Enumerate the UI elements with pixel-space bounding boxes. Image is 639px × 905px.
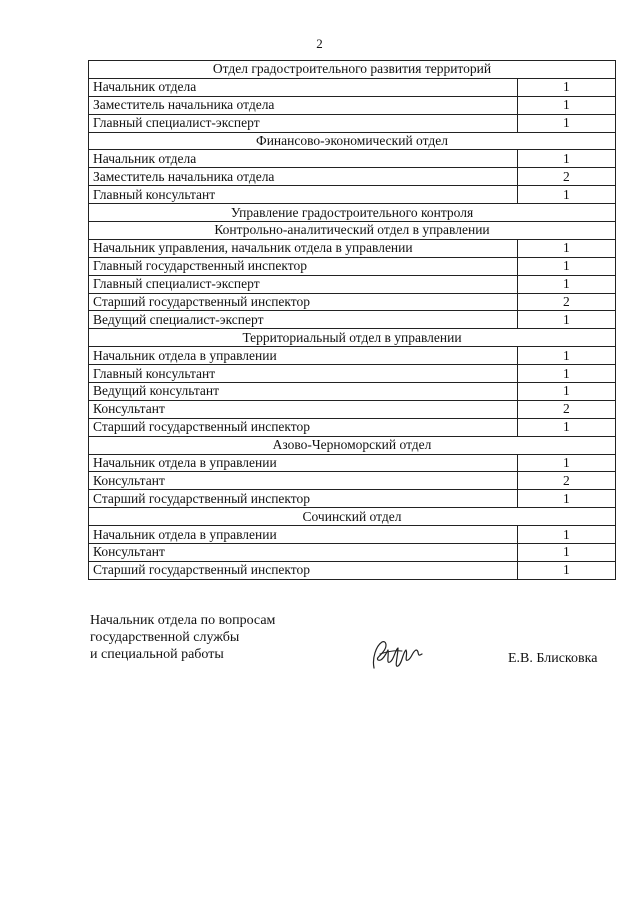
section-title: Контрольно-аналитический отдел в управлении (89, 222, 616, 240)
count-cell: 2 (517, 400, 615, 418)
table-row (89, 311, 616, 329)
position-cell: Ведущий консультант (89, 383, 518, 401)
table-row (89, 454, 616, 472)
position-cell: Начальник отдела в управлении (89, 526, 518, 544)
position-cell: Главный консультант (89, 186, 518, 204)
position-cell: Главный государственный инспектор (89, 257, 518, 275)
table-row (89, 186, 616, 204)
section-title: Отдел градостроительного развития территорий (89, 61, 616, 79)
table-row (89, 383, 616, 401)
count-cell: 1 (517, 526, 615, 544)
table-row (89, 561, 616, 579)
count-cell: 1 (517, 561, 615, 579)
section-header-row (89, 204, 616, 222)
table-row (89, 239, 616, 257)
count-cell: 1 (517, 257, 615, 275)
position-cell: Начальник отдела (89, 150, 518, 168)
count-cell: 1 (517, 239, 615, 257)
count-cell: 1 (517, 311, 615, 329)
position-cell: Консультант (89, 544, 518, 562)
section-title: Сочинский отдел (89, 508, 616, 526)
count-cell: 2 (517, 168, 615, 186)
table-row (89, 544, 616, 562)
table-row (89, 490, 616, 508)
position-cell: Заместитель начальника отдела (89, 96, 518, 114)
count-cell: 1 (517, 365, 615, 383)
section-header-row (89, 436, 616, 454)
signer-name: Е.В. Блисковка (508, 651, 598, 666)
section-header-row (89, 222, 616, 240)
count-cell: 1 (517, 114, 615, 132)
count-cell: 1 (517, 454, 615, 472)
page-number: 2 (316, 36, 323, 51)
section-title: Финансово-экономический отдел (89, 132, 616, 150)
position-cell: Начальник управления, начальник отдела в управлении (89, 239, 518, 257)
count-cell: 1 (517, 78, 615, 96)
count-cell: 1 (517, 96, 615, 114)
position-cell: Начальник отдела в управлении (89, 347, 518, 365)
count-cell: 1 (517, 186, 615, 204)
position-cell: Старший государственный инспектор (89, 490, 518, 508)
signature-title-block (90, 612, 275, 663)
table-row (89, 365, 616, 383)
count-cell: 2 (517, 293, 615, 311)
table-row (89, 400, 616, 418)
staffing-table (88, 60, 616, 580)
position-cell: Старший государственный инспектор (89, 293, 518, 311)
staffing-table-body (89, 61, 616, 580)
table-row (89, 275, 616, 293)
table-row (89, 526, 616, 544)
table-row (89, 78, 616, 96)
table-row (89, 347, 616, 365)
table-row (89, 114, 616, 132)
table-row (89, 293, 616, 311)
position-cell: Ведущий специалист-эксперт (89, 311, 518, 329)
section-header-row (89, 508, 616, 526)
position-cell: Главный консультант (89, 365, 518, 383)
section-header-row (89, 329, 616, 347)
count-cell: 1 (517, 150, 615, 168)
count-cell: 1 (517, 275, 615, 293)
position-cell: Старший государственный инспектор (89, 418, 518, 436)
position-cell: Главный специалист-эксперт (89, 114, 518, 132)
section-header-row (89, 61, 616, 79)
table-row (89, 472, 616, 490)
position-cell: Консультант (89, 472, 518, 490)
section-title: Управление градостроительного контроля (89, 204, 616, 222)
table-row (89, 168, 616, 186)
table-row (89, 257, 616, 275)
signature-title-line: Начальник отдела по вопросам (90, 613, 276, 628)
signature-title-line: государственной службы (90, 630, 240, 645)
section-header-row (89, 132, 616, 150)
table-row (89, 150, 616, 168)
position-cell: Начальник отдела в управлении (89, 454, 518, 472)
position-cell: Консультант (89, 400, 518, 418)
count-cell: 2 (517, 472, 615, 490)
count-cell: 1 (517, 418, 615, 436)
section-title: Азово-Черноморский отдел (89, 436, 616, 454)
count-cell: 1 (517, 383, 615, 401)
position-cell: Начальник отдела (89, 78, 518, 96)
table-row (89, 96, 616, 114)
position-cell: Главный специалист-эксперт (89, 275, 518, 293)
table-row (89, 418, 616, 436)
count-cell: 1 (517, 490, 615, 508)
section-title: Территориальный отдел в управлении (89, 329, 616, 347)
count-cell: 1 (517, 544, 615, 562)
position-cell: Заместитель начальника отдела (89, 168, 518, 186)
signature-title-line: и специальной работы (90, 647, 224, 662)
handwritten-signature (368, 638, 428, 672)
count-cell: 1 (517, 347, 615, 365)
position-cell: Старший государственный инспектор (89, 561, 518, 579)
